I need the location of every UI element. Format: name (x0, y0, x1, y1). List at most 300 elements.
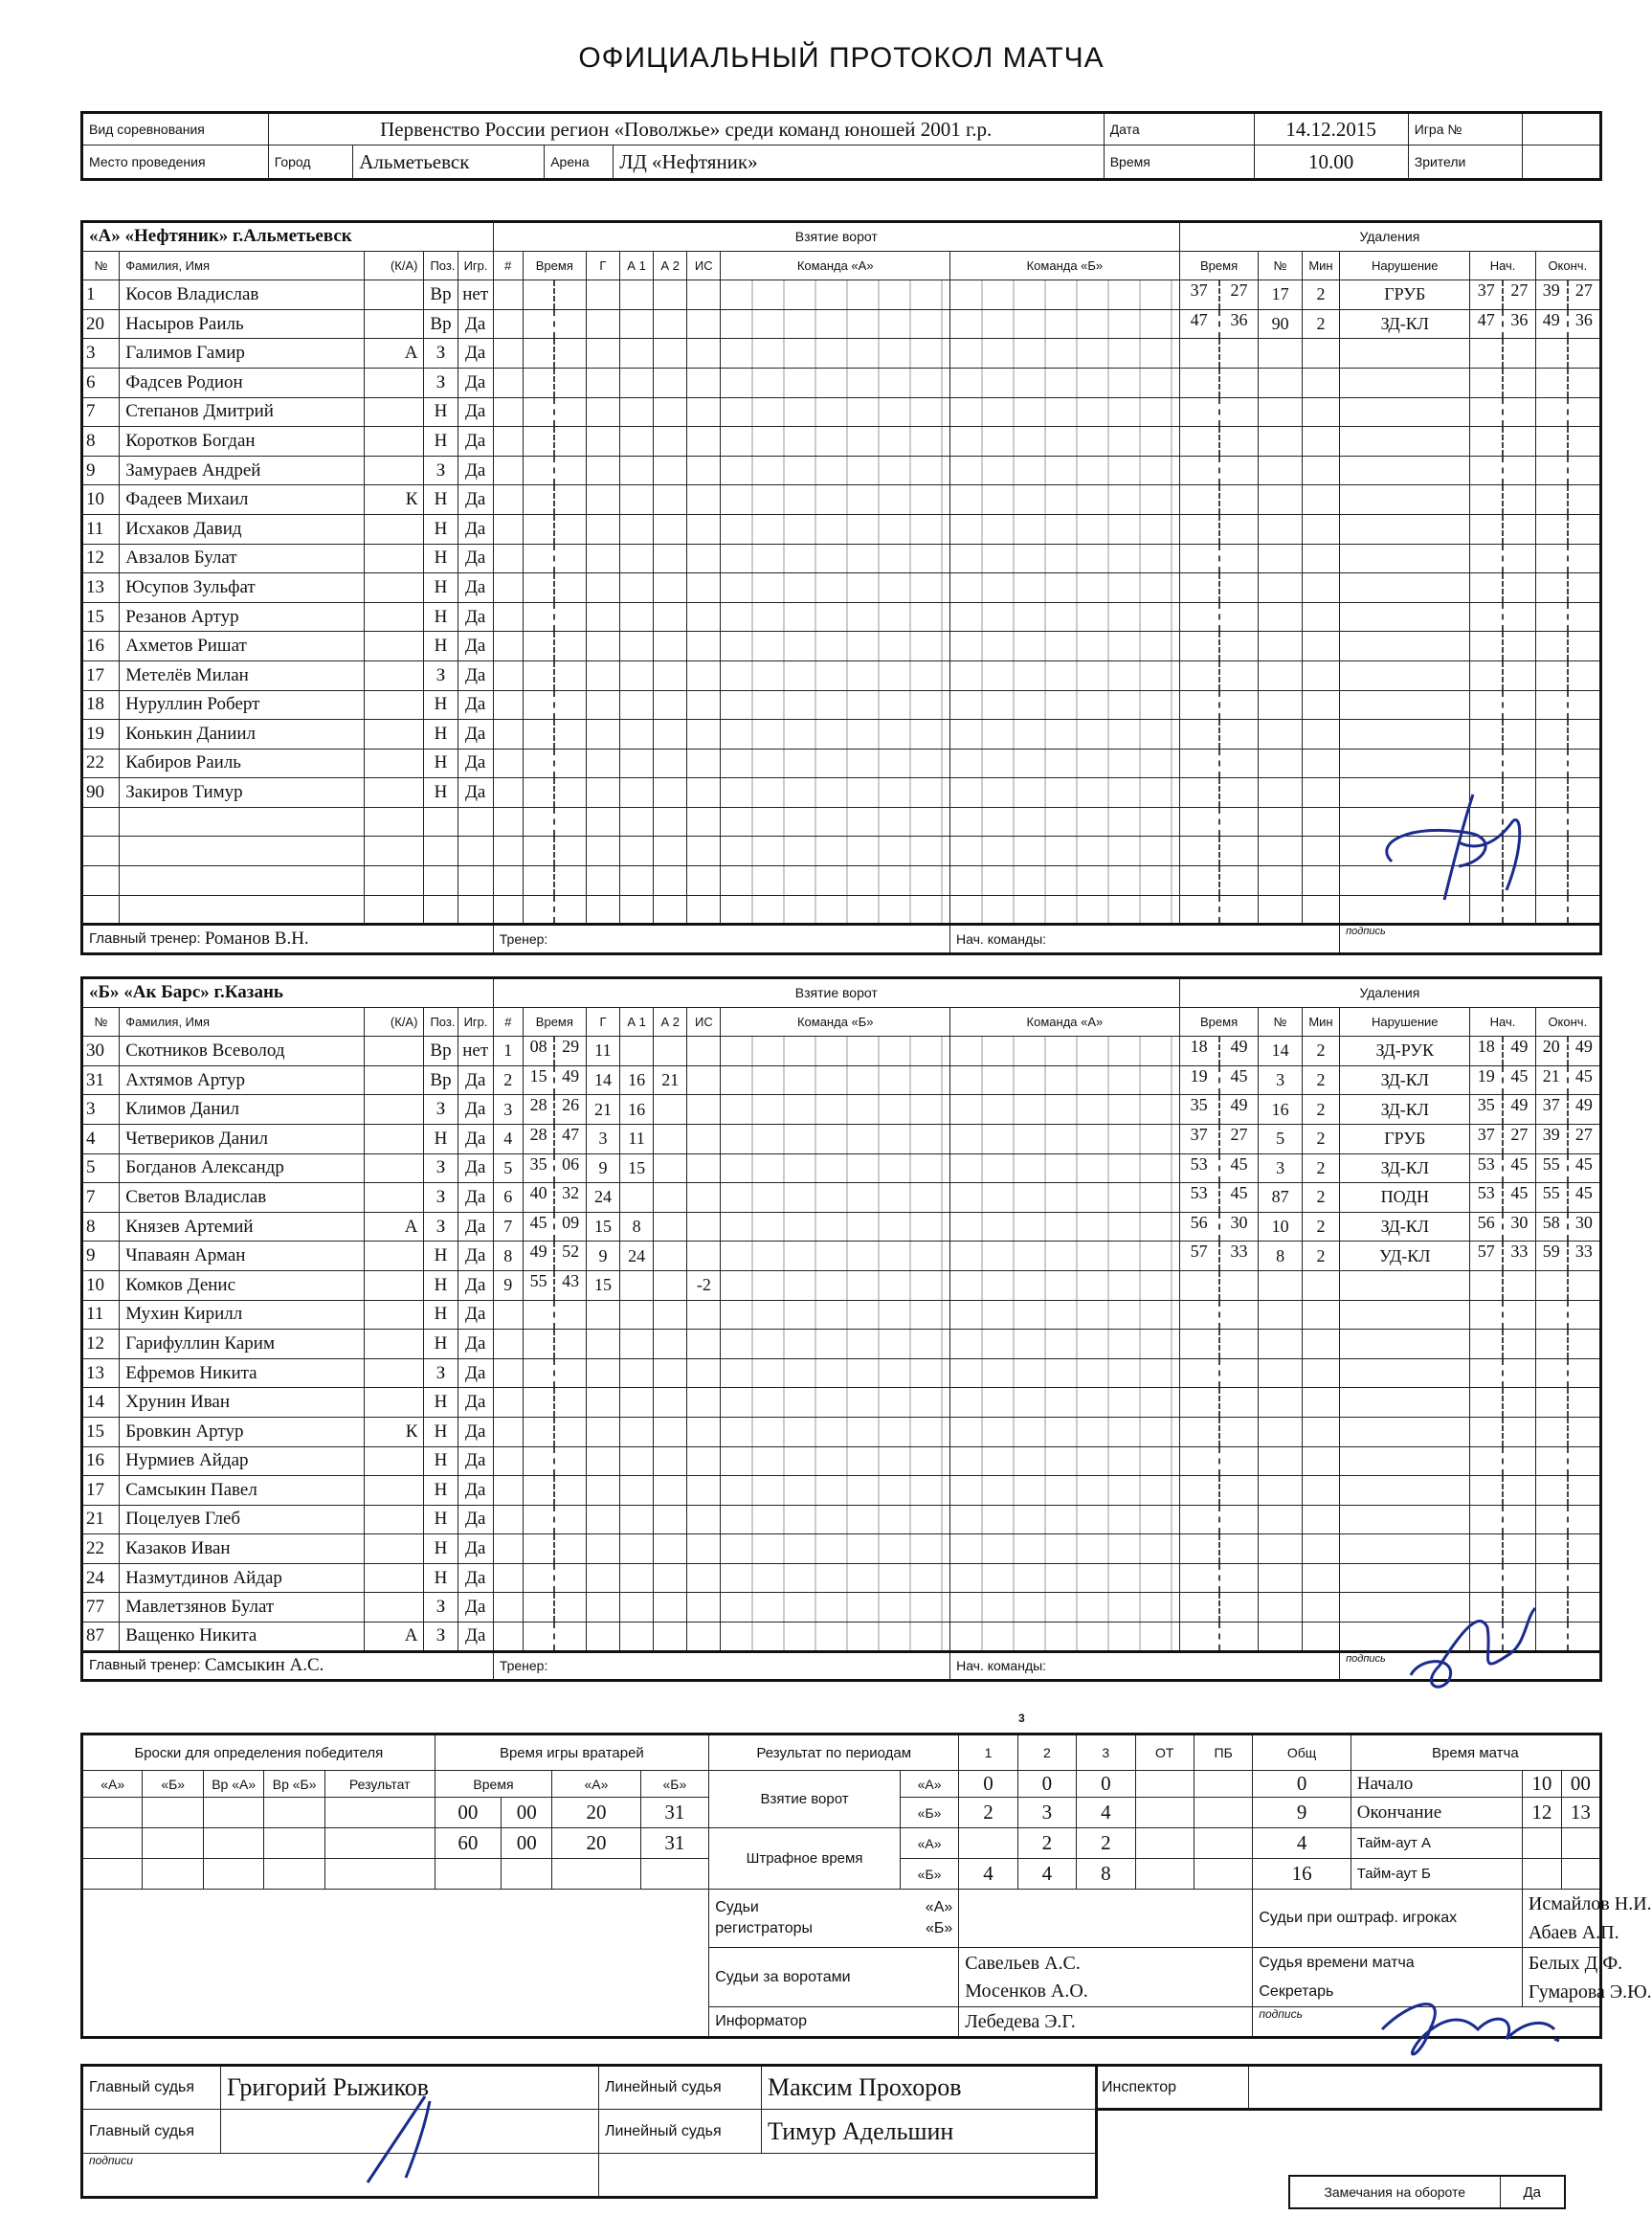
teamA-col-a2: А 2 (654, 251, 687, 280)
inspector-value (1249, 2066, 1601, 2110)
player-role: К (365, 485, 424, 515)
pim-b-pb (1194, 1859, 1252, 1890)
player-number: 3 (82, 1095, 120, 1125)
line-referee-label-1: Линейный судья (599, 2066, 762, 2110)
pen-start-min: 37 (1477, 280, 1495, 301)
goal-g: 15 (586, 1212, 619, 1242)
player-role (365, 866, 424, 896)
player-played: Да (458, 544, 493, 573)
pim-row-label: Штрафное время (709, 1828, 901, 1890)
goal-minute: 28 (529, 1124, 547, 1144)
teamA-goals-title: Взятие ворот (493, 222, 1179, 252)
pim-b-ot (1135, 1859, 1194, 1890)
pen-start-min: 47 (1477, 309, 1495, 329)
goal-a2 (654, 1095, 687, 1125)
player-name: Богданов Александр (120, 1153, 365, 1183)
period-1-header: 1 (959, 1734, 1017, 1771)
goal-g: 21 (586, 1095, 619, 1125)
player-position: Н (424, 1563, 458, 1593)
teamB-sign-label: подпись (1340, 1651, 1601, 1681)
teamA-sign-label: подпись (1340, 925, 1601, 954)
player-role (365, 1242, 424, 1271)
secretary-label: Секретарь (1259, 1982, 1334, 2000)
main-referee-1: Григорий Рыжиков (221, 2066, 599, 2110)
teamB-row (82, 1563, 1601, 1593)
goal-is (687, 1242, 721, 1271)
teamB-row (82, 1446, 1601, 1476)
goal-a2 (654, 1212, 687, 1242)
goalie-row2-a: 20 (552, 1828, 640, 1859)
pen-end-min: 55 (1542, 1183, 1560, 1203)
main-referee-label-2: Главный судья (82, 2110, 221, 2154)
player-name: Скотников Всеволод (120, 1037, 365, 1066)
teamB-col-ka: (К/А) (365, 1007, 424, 1037)
player-role (365, 1330, 424, 1359)
pen-player: 3 (1259, 1153, 1302, 1183)
player-number: 9 (82, 1242, 120, 1271)
goal-a1: 11 (620, 1124, 654, 1153)
player-position: Н (424, 778, 458, 808)
player-name: Нуруллин Роберт (120, 690, 365, 720)
player-name: Резанов Артур (120, 602, 365, 632)
player-position: Н (424, 1505, 458, 1534)
player-role (365, 1153, 424, 1183)
competition-value: Первенство России регион «Поволжье» среди команд юношей 2001 г.р. (268, 113, 1104, 145)
pen-player: 90 (1259, 309, 1302, 339)
goal-a2: 21 (654, 1065, 687, 1095)
goalie-row2-sec: 00 (502, 1828, 552, 1859)
goal-g: 3 (586, 1124, 619, 1153)
player-role (365, 807, 424, 837)
player-name: Ефремов Никита (120, 1358, 365, 1388)
pen-start-min: 35 (1477, 1095, 1495, 1115)
player-played: нет (458, 1037, 493, 1066)
goal-is (687, 1183, 721, 1213)
player-played: Да (458, 485, 493, 515)
player-number: 22 (82, 749, 120, 778)
pen-time-min: 56 (1190, 1212, 1208, 1232)
player-name: Светов Владислав (120, 1183, 365, 1213)
player-played: Да (458, 1593, 493, 1623)
player-number: 16 (82, 632, 120, 661)
pen-end-sec: 27 (1567, 1125, 1599, 1153)
player-position (424, 895, 458, 925)
spectators-value (1522, 145, 1600, 180)
goal-second: 09 (553, 1213, 586, 1242)
goal-a2 (654, 1242, 687, 1271)
referees-table (80, 2064, 1098, 2199)
player-played: Да (458, 1270, 493, 1300)
shootout-col-vra: Вр «А» (203, 1771, 263, 1798)
pim-b-p1: 4 (959, 1859, 1017, 1890)
pen-time-sec: 33 (1218, 1242, 1259, 1270)
shootout-col-a: «А» (82, 1771, 143, 1798)
player-role (365, 837, 424, 866)
pen-minutes: 2 (1302, 309, 1339, 339)
pen-start-sec: 27 (1502, 280, 1535, 309)
teamA-col-pen_time: Время (1179, 251, 1259, 280)
reg-b-label: «Б» (925, 1920, 953, 1936)
player-number: 7 (82, 1183, 120, 1213)
goal-g: 9 (586, 1153, 619, 1183)
goal-a1: 16 (620, 1065, 654, 1095)
player-position: Н (424, 602, 458, 632)
goal-judge-1: Савельев А.С. (965, 1952, 1081, 1974)
player-played: Да (458, 1300, 493, 1330)
player-position: Н (424, 1534, 458, 1564)
goal-is: -2 (687, 1270, 721, 1300)
teamB-col-is: ИС (687, 1007, 721, 1037)
player-played: Да (458, 1095, 493, 1125)
teamA-col-pen_infr: Нарушение (1340, 251, 1470, 280)
player-played: Да (458, 1388, 493, 1418)
line-referee-2: Тимур Адельшин (762, 2110, 1097, 2154)
player-position: З (424, 660, 458, 690)
pen-time-sec: 49 (1218, 1095, 1259, 1124)
teamB-title: «Б» «Ак Барс» г.Казань (82, 978, 494, 1008)
teamA-row (82, 602, 1601, 632)
player-position: З (424, 1212, 458, 1242)
pen-minutes: 2 (1302, 1212, 1339, 1242)
goals-a-p1: 0 (959, 1771, 1017, 1798)
player-number: 87 (82, 1623, 120, 1652)
player-number: 6 (82, 368, 120, 397)
total-header: Общ (1253, 1734, 1351, 1771)
pbox-judge-1: Исмайлов Н.И. (1528, 1893, 1652, 1914)
pim-a-p2: 2 (1017, 1828, 1076, 1859)
player-position (424, 866, 458, 896)
pen-end-min: 49 (1542, 309, 1560, 329)
player-role (365, 1388, 424, 1418)
player-name: Юсупов Зульфат (120, 573, 365, 603)
player-position: З (424, 456, 458, 485)
city-value: Альметьевск (353, 145, 545, 178)
teamB-row (82, 1212, 1601, 1242)
player-role (365, 456, 424, 485)
team-b-block (80, 976, 1602, 1682)
pen-end-sec: 45 (1567, 1066, 1599, 1095)
player-role (365, 1505, 424, 1534)
teamA-col-team-b: Команда «Б» (950, 251, 1180, 280)
teamB-col-pen_end: Оконч. (1535, 1007, 1600, 1037)
teamB-trainer-label: Тренер: (493, 1651, 949, 1681)
player-number: 13 (82, 1358, 120, 1388)
player-played: Да (458, 1358, 493, 1388)
player-name: Мавлетзянов Булат (120, 1593, 365, 1623)
player-played (458, 866, 493, 896)
goals-a-label: «А» (900, 1771, 958, 1798)
player-position: Н (424, 397, 458, 427)
goal-g: 14 (586, 1065, 619, 1095)
start-minute: 00 (1561, 1771, 1600, 1798)
teamB-col-time: Время (523, 1007, 586, 1037)
player-played (458, 837, 493, 866)
player-played: Да (458, 1563, 493, 1593)
teamA-col-no: № (82, 251, 120, 280)
player-position: З (424, 1183, 458, 1213)
player-position: З (424, 368, 458, 397)
player-role (365, 778, 424, 808)
player-position: Вр (424, 1065, 458, 1095)
goalie-col-b: «Б» (640, 1771, 709, 1798)
player-played: Да (458, 690, 493, 720)
player-number: 90 (82, 778, 120, 808)
player-number (82, 866, 120, 896)
pen-minutes: 2 (1302, 1153, 1339, 1183)
player-number: 14 (82, 1388, 120, 1418)
informer-label: Информатор (709, 2007, 959, 2038)
teamB-col-a1: А 1 (620, 1007, 654, 1037)
teamB-col-pos: Поз. (424, 1007, 458, 1037)
teamA-row (82, 544, 1601, 573)
teamA-col-name: Фамилия, Имя (120, 251, 365, 280)
player-role (365, 1270, 424, 1300)
player-number: 21 (82, 1505, 120, 1534)
goals-b-ot (1135, 1798, 1194, 1828)
player-position: З (424, 1593, 458, 1623)
player-position (424, 807, 458, 837)
player-name: Насыров Раиль (120, 309, 365, 339)
goalie-row1-a: 20 (552, 1798, 640, 1828)
player-name: Назмутдинов Айдар (120, 1563, 365, 1593)
player-played: Да (458, 309, 493, 339)
player-name: Фадсев Родион (120, 368, 365, 397)
teamB-col-team-a: Команда «Б» (721, 1007, 950, 1037)
player-number: 77 (82, 1593, 120, 1623)
goal-number: 5 (493, 1153, 523, 1183)
goal-a2 (654, 1124, 687, 1153)
teamA-row (82, 456, 1601, 485)
teamB-row (82, 1505, 1601, 1534)
pen-time-min: 37 (1190, 280, 1208, 301)
teamA-row (82, 866, 1601, 896)
pen-time-min: 47 (1190, 309, 1208, 329)
player-number: 9 (82, 456, 120, 485)
pen-start-min: 18 (1477, 1037, 1495, 1057)
goals-b-p2: 3 (1017, 1798, 1076, 1828)
player-played: Да (458, 602, 493, 632)
goal-a2 (654, 1037, 687, 1066)
pen-player: 8 (1259, 1242, 1302, 1271)
player-name: Бровкин Артур (120, 1417, 365, 1446)
goals-a-p2: 0 (1017, 1771, 1076, 1798)
goalie-col-time: Время (435, 1771, 552, 1798)
goal-a1 (620, 1270, 654, 1300)
pen-player: 10 (1259, 1212, 1302, 1242)
teamB-row (82, 1593, 1601, 1623)
player-position: Н (424, 1446, 458, 1476)
player-number (82, 807, 120, 837)
player-position: Н (424, 485, 458, 515)
player-played: Да (458, 427, 493, 457)
teamA-row (82, 632, 1601, 661)
end-hour: 12 (1522, 1798, 1561, 1828)
pen-start-min: 53 (1477, 1183, 1495, 1203)
teamA-row (82, 427, 1601, 457)
goal-g: 11 (586, 1037, 619, 1066)
player-number: 15 (82, 602, 120, 632)
date-value: 14.12.2015 (1254, 113, 1408, 145)
player-position (424, 837, 458, 866)
pen-infraction: ЗД-КЛ (1340, 1065, 1470, 1095)
pen-start-min: 37 (1477, 1124, 1495, 1144)
pen-end-min: 39 (1542, 280, 1560, 301)
player-number: 15 (82, 1417, 120, 1446)
player-name: Ахметов Ришат (120, 632, 365, 661)
pen-infraction: ЗД-КЛ (1340, 1153, 1470, 1183)
teamB-row (82, 1183, 1601, 1213)
shootout-title: Броски для определения победителя (82, 1734, 435, 1771)
competition-label: Вид соревнования (82, 113, 269, 145)
player-role (365, 1563, 424, 1593)
player-role (365, 602, 424, 632)
player-position: Н (424, 1300, 458, 1330)
arena-label: Арена (545, 145, 614, 178)
pen-player: 87 (1259, 1183, 1302, 1213)
player-name: Климов Данил (120, 1095, 365, 1125)
teamA-row (82, 280, 1601, 310)
goalie-row1-min: 00 (435, 1798, 502, 1828)
pen-time-min: 19 (1190, 1065, 1208, 1085)
teamB-row (82, 1534, 1601, 1564)
player-position: З (424, 1095, 458, 1125)
page-mark: 3 (1018, 1712, 1025, 1725)
player-name: Исхаков Давид (120, 514, 365, 544)
player-number: 11 (82, 514, 120, 544)
summary-table (80, 1733, 1652, 2039)
player-position: Вр (424, 1037, 458, 1066)
header-table (80, 111, 1602, 181)
player-played: Да (458, 1065, 493, 1095)
player-position: Вр (424, 309, 458, 339)
player-played: Да (458, 1417, 493, 1446)
pen-minutes: 2 (1302, 280, 1339, 310)
player-role (365, 280, 424, 310)
teamB-pen-title: Удаления (1179, 978, 1600, 1008)
teamB-col-pen_min: Мин (1302, 1007, 1339, 1037)
timeout-b-label: Тайм-аут Б (1351, 1859, 1522, 1890)
goals-b-total: 9 (1253, 1798, 1351, 1828)
goal-second: 32 (553, 1183, 586, 1212)
goal-minute: 45 (529, 1212, 547, 1232)
goal-minute: 08 (529, 1037, 547, 1057)
goal-second: 43 (553, 1271, 586, 1300)
pen-infraction: УД-КЛ (1340, 1242, 1470, 1271)
player-name: Мухин Кирилл (120, 1300, 365, 1330)
secretary-value: Гумарова Э.Ю. (1528, 1981, 1652, 2003)
goal-a1: 24 (620, 1242, 654, 1271)
player-role (365, 720, 424, 750)
pen-end-sec: 49 (1567, 1095, 1599, 1124)
player-number: 31 (82, 1065, 120, 1095)
goal-minute: 15 (529, 1065, 547, 1085)
pen-minutes: 2 (1302, 1183, 1339, 1213)
pim-b-p2: 4 (1017, 1859, 1076, 1890)
teamB-row (82, 1270, 1601, 1300)
teamA-row (82, 778, 1601, 808)
goal-a1: 16 (620, 1095, 654, 1125)
player-number (82, 837, 120, 866)
game-no-label: Игра № (1408, 113, 1522, 145)
teamA-row (82, 397, 1601, 427)
player-played: Да (458, 1505, 493, 1534)
pen-time-sec: 30 (1218, 1213, 1259, 1242)
player-position: З (424, 1153, 458, 1183)
player-position: Вр (424, 280, 458, 310)
pen-start-sec: 45 (1502, 1066, 1535, 1095)
player-name: Конькин Даниил (120, 720, 365, 750)
pen-end-sec: 30 (1567, 1213, 1599, 1242)
teamA-col-is: ИС (687, 251, 721, 280)
teamB-coach-label: Главный тренер: (89, 1657, 201, 1674)
teamA-row (82, 720, 1601, 750)
goalie-row1-b: 31 (640, 1798, 709, 1828)
goalie-time-title: Время игры вратарей (435, 1734, 709, 1771)
player-name: Комков Денис (120, 1270, 365, 1300)
teamA-col-pen_start: Нач. (1470, 251, 1535, 280)
teamB-row (82, 1095, 1601, 1125)
player-number: 11 (82, 1300, 120, 1330)
pim-a-total: 4 (1253, 1828, 1351, 1859)
pen-minutes: 2 (1302, 1065, 1339, 1095)
goal-a1 (620, 1037, 654, 1066)
goal-g: 9 (586, 1242, 619, 1271)
pim-a-p1 (959, 1828, 1017, 1859)
teamB-col-a2: А 2 (654, 1007, 687, 1037)
player-name: Фадеев Михаил (120, 485, 365, 515)
player-name: Замураев Андрей (120, 456, 365, 485)
player-played: Да (458, 1476, 493, 1506)
player-number: 13 (82, 573, 120, 603)
player-name: Чпаваян Арман (120, 1242, 365, 1271)
teamA-col-hash: # (493, 251, 523, 280)
player-played: Да (458, 514, 493, 544)
player-position: Н (424, 1476, 458, 1506)
player-number: 19 (82, 720, 120, 750)
document-title: ОФИЦИАЛЬНЫЙ ПРОТОКОЛ МАТЧА (578, 42, 1105, 74)
pen-end-sec: 33 (1567, 1242, 1599, 1270)
player-position: З (424, 1623, 458, 1652)
date-label: Дата (1104, 113, 1254, 145)
teamB-row (82, 1242, 1601, 1271)
pen-player: 5 (1259, 1124, 1302, 1153)
goal-second: 29 (553, 1037, 586, 1065)
goal-second: 49 (553, 1066, 586, 1095)
teamB-row (82, 1623, 1601, 1652)
player-name: Степанов Дмитрий (120, 397, 365, 427)
goalie-row1-sec: 00 (502, 1798, 552, 1828)
goal-second: 52 (553, 1242, 586, 1270)
player-name: Метелёв Милан (120, 660, 365, 690)
teamB-col-hash: # (493, 1007, 523, 1037)
pen-start-min: 56 (1477, 1212, 1495, 1232)
player-played: Да (458, 632, 493, 661)
player-role (365, 427, 424, 457)
match-time-title: Время матча (1351, 1734, 1600, 1771)
player-played: Да (458, 1330, 493, 1359)
goal-is (687, 1153, 721, 1183)
player-played: Да (458, 397, 493, 427)
player-position: Н (424, 573, 458, 603)
goal-a1 (620, 1183, 654, 1213)
player-position: Н (424, 749, 458, 778)
goal-is (687, 1065, 721, 1095)
player-played: Да (458, 778, 493, 808)
player-number: 30 (82, 1037, 120, 1066)
pen-time-min: 53 (1190, 1183, 1208, 1203)
player-role (365, 660, 424, 690)
pen-time-sec: 27 (1218, 280, 1259, 309)
